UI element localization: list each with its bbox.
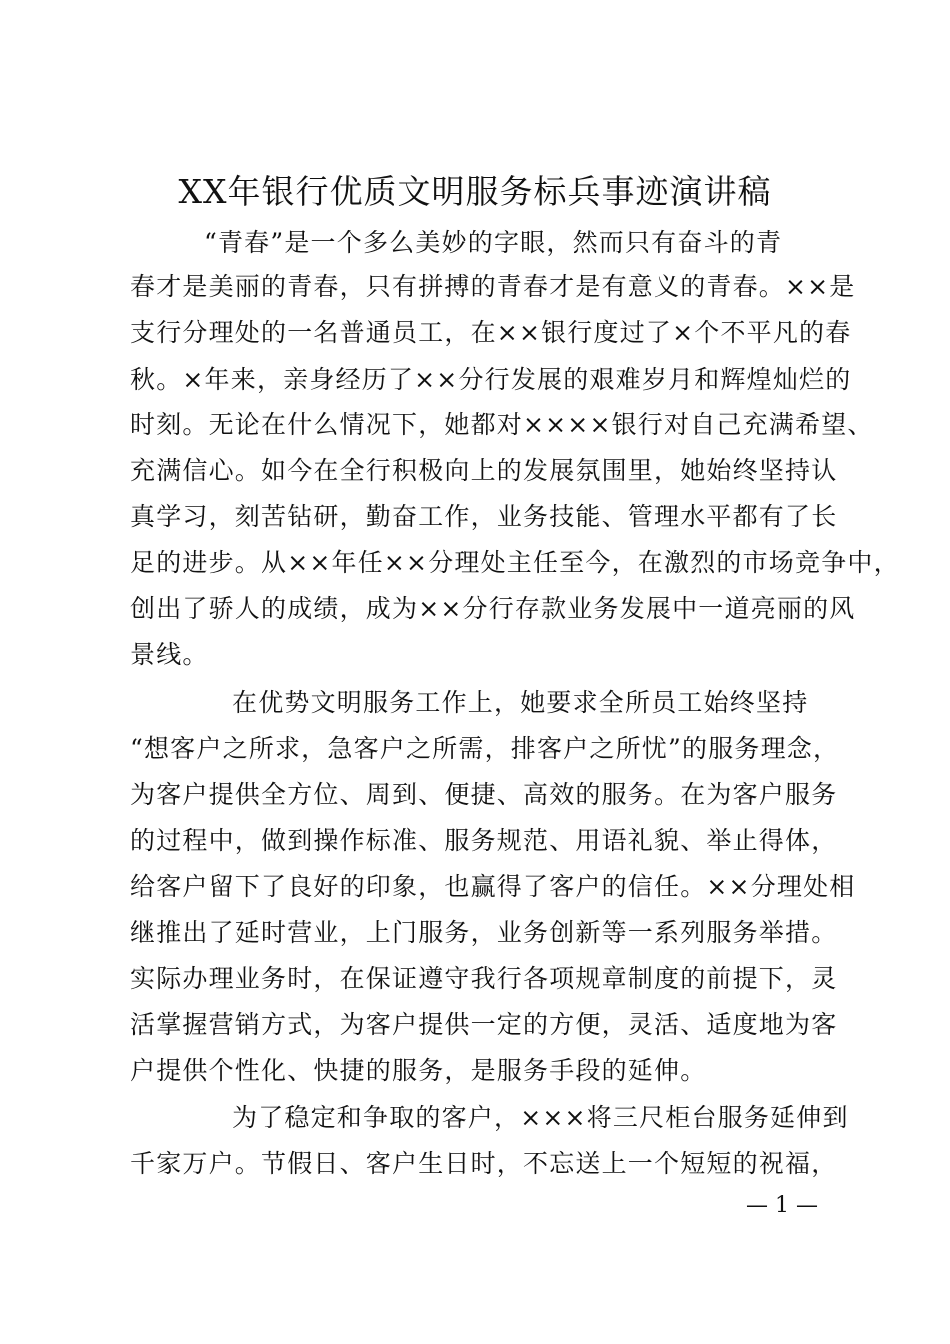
document-title: XX年银行优质文明服务标兵事迹演讲稿 — [178, 172, 772, 211]
page-number: — 1 — — [746, 1193, 818, 1218]
paragraph-1-line: 春才是美丽的青春，只有拼搏的青春才是有意义的青春。××是 — [130, 272, 856, 301]
paragraph-1-line: 充满信心。如今在全行积极向上的发展氛围里，她始终坚持认 — [130, 456, 838, 485]
paragraph-1-line: 时刻。无论在什么情况下，她都对××××银行对自己充满希望、 — [130, 410, 874, 439]
paragraph-2-line: 活掌握营销方式，为客户提供一定的方便，灵活、适度地为客 — [130, 1010, 838, 1039]
paragraph-1-line: 真学习，刻苦钻研，勤奋工作，业务技能、管理水平都有了长 — [130, 502, 838, 531]
paragraph-1-line: 支行分理处的一名普通员工，在××银行度过了×个不平凡的春 — [130, 318, 852, 347]
paragraph-2-line: 继推出了延时营业，上门服务，业务创新等一系列服务举措。 — [130, 918, 838, 947]
paragraph-2-line: 在优势文明服务工作上，她要求全所员工始终坚持 — [232, 688, 809, 717]
paragraph-2-line: 的过程中，做到操作标准、服务规范、用语礼貌、举止得体， — [130, 826, 838, 855]
paragraph-2-line: 实际办理业务时，在保证遵守我行各项规章制度的前提下，灵 — [130, 964, 838, 993]
paragraph-1-line: 秋。×年来，亲身经历了××分行发展的艰难岁月和辉煌灿烂的 — [130, 365, 852, 394]
paragraph-1-line: 足的进步。从××年任××分理处主任至今，在激烈的市场竞争中， — [130, 548, 900, 577]
paragraph-2-line: 为客户提供全方位、周到、便捷、高效的服务。在为客户服务 — [130, 780, 838, 809]
paragraph-3-line: 千家万户。节假日、客户生日时，不忘送上一个短短的祝福， — [130, 1149, 838, 1178]
paragraph-1-line: “青春”是一个多么美妙的字眼，然而只有奋斗的青 — [204, 228, 783, 257]
paragraph-3-line: 为了稳定和争取的客户，×××将三尺柜台服务延伸到 — [232, 1103, 849, 1132]
paragraph-1-line: 景线。 — [130, 640, 209, 669]
paragraph-1-line: 创出了骄人的成绩，成为××分行存款业务发展中一道亮丽的风 — [130, 594, 856, 623]
paragraph-2-line: “想客户之所求，急客户之所需，排客户之所忧”的服务理念， — [130, 734, 840, 763]
paragraph-2-line: 户提供个性化、快捷的服务，是服务手段的延伸。 — [130, 1056, 707, 1085]
paragraph-2-line: 给客户留下了良好的印象，也赢得了客户的信任。××分理处相 — [130, 872, 856, 901]
